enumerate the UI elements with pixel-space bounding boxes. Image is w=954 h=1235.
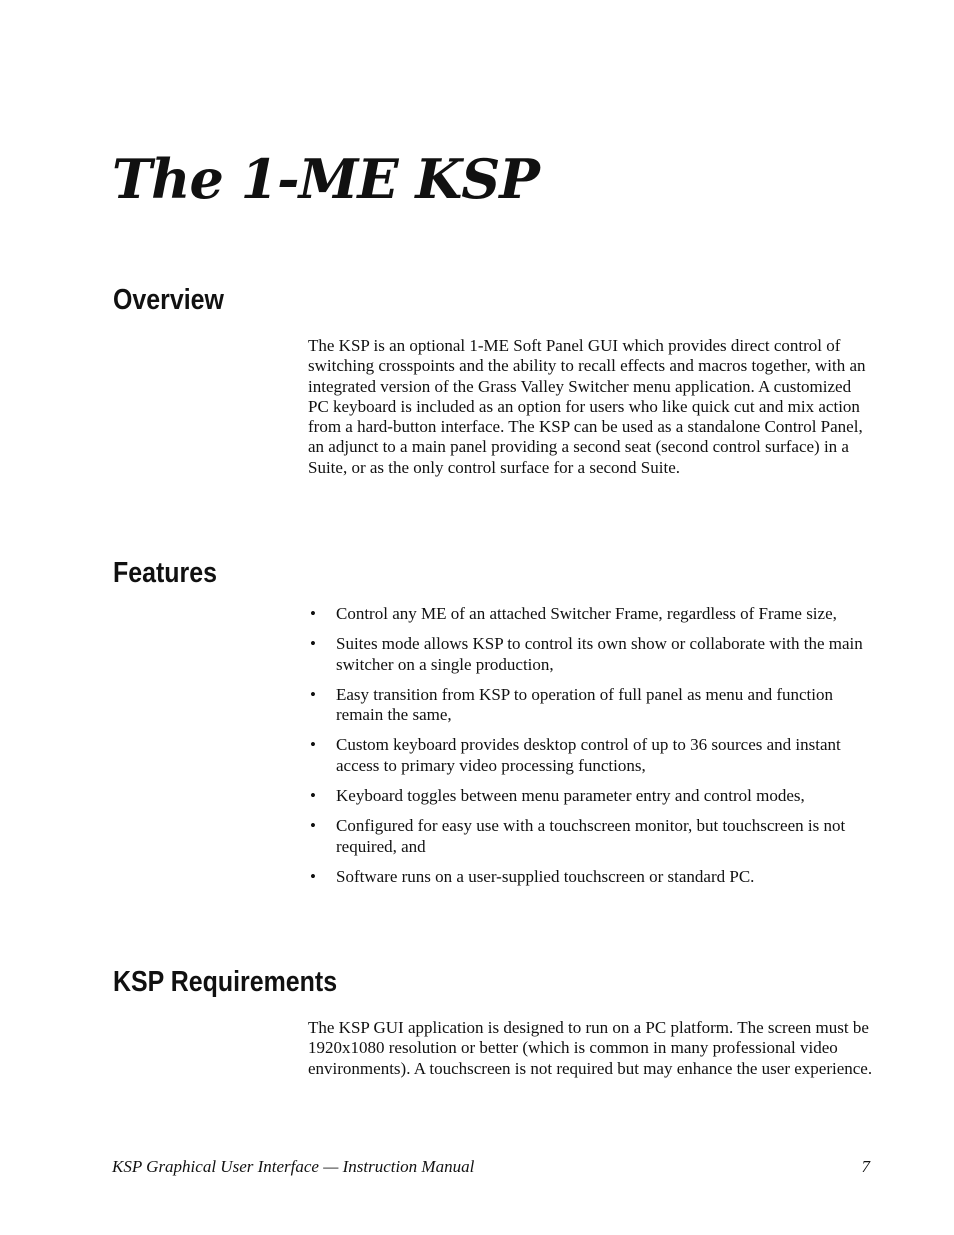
list-item-text: Keyboard toggles between menu parameter entry and control modes, bbox=[336, 786, 805, 806]
overview-heading: Overview bbox=[113, 284, 224, 316]
list-item bbox=[308, 786, 874, 806]
overview-paragraph: The KSP is an optional 1-ME Soft Panel GUI which provides direct control of switching crosspoints and the ability to recall effects and macros together, with an integrated version of the Grass Valley Switcher menu application. A customized PC keyboard is included as an option for users who like quick cut and mix action from a hard-button interface. The KSP can be used as a standalone Control Panel, an adjunct to a main panel providing a second seat (second control surface) in a Suite, or as the only control surface for a second Suite. bbox=[308, 336, 866, 477]
list-item-text: Suites mode allows KSP to control its own show or collaborate with the main switcher on a single production, bbox=[336, 634, 863, 674]
list-item-text: Custom keyboard provides desktop control of up to 36 sources and instant access to primary video processing functions, bbox=[336, 735, 841, 775]
page-title: The 1-ME KSP bbox=[112, 147, 539, 211]
list-item-text: Software runs on a user-supplied touchscreen or standard PC. bbox=[336, 866, 755, 886]
list-item-text: Easy transition from KSP to operation of full panel as menu and function remain the same, bbox=[336, 684, 833, 725]
bullet-icon: • bbox=[310, 816, 316, 836]
bullet-icon: • bbox=[310, 684, 316, 704]
list-item bbox=[308, 634, 874, 675]
requirements-heading: KSP Requirements bbox=[113, 966, 338, 998]
features-heading: Features bbox=[113, 557, 217, 589]
list-item bbox=[308, 816, 874, 857]
list-item bbox=[308, 685, 874, 726]
bullet-icon: • bbox=[310, 866, 316, 886]
list-item-text: Control any ME of an attached Switcher Frame, regardless of Frame size, bbox=[336, 604, 837, 623]
footer-page-number: 7 bbox=[861, 1157, 870, 1176]
features-list bbox=[308, 604, 874, 897]
requirements-paragraph: The KSP GUI application is designed to run on a PC platform. The screen must be 1920x1080 resolution or better (which is common in many professional video environments). A touchscreen is not required but may enhance the user experience. bbox=[308, 1018, 873, 1078]
list-item bbox=[308, 735, 874, 776]
list-item bbox=[308, 604, 874, 624]
bullet-icon: • bbox=[310, 634, 316, 654]
bullet-icon: • bbox=[310, 604, 316, 623]
list-item bbox=[308, 867, 874, 887]
list-item-text: Configured for easy use with a touchscreen monitor, but touchscreen is not required, and bbox=[336, 816, 846, 856]
bullet-icon: • bbox=[310, 735, 316, 755]
footer-manual-title: KSP Graphical User Interface — Instruction Manual bbox=[112, 1157, 475, 1176]
bullet-icon: • bbox=[310, 786, 316, 806]
